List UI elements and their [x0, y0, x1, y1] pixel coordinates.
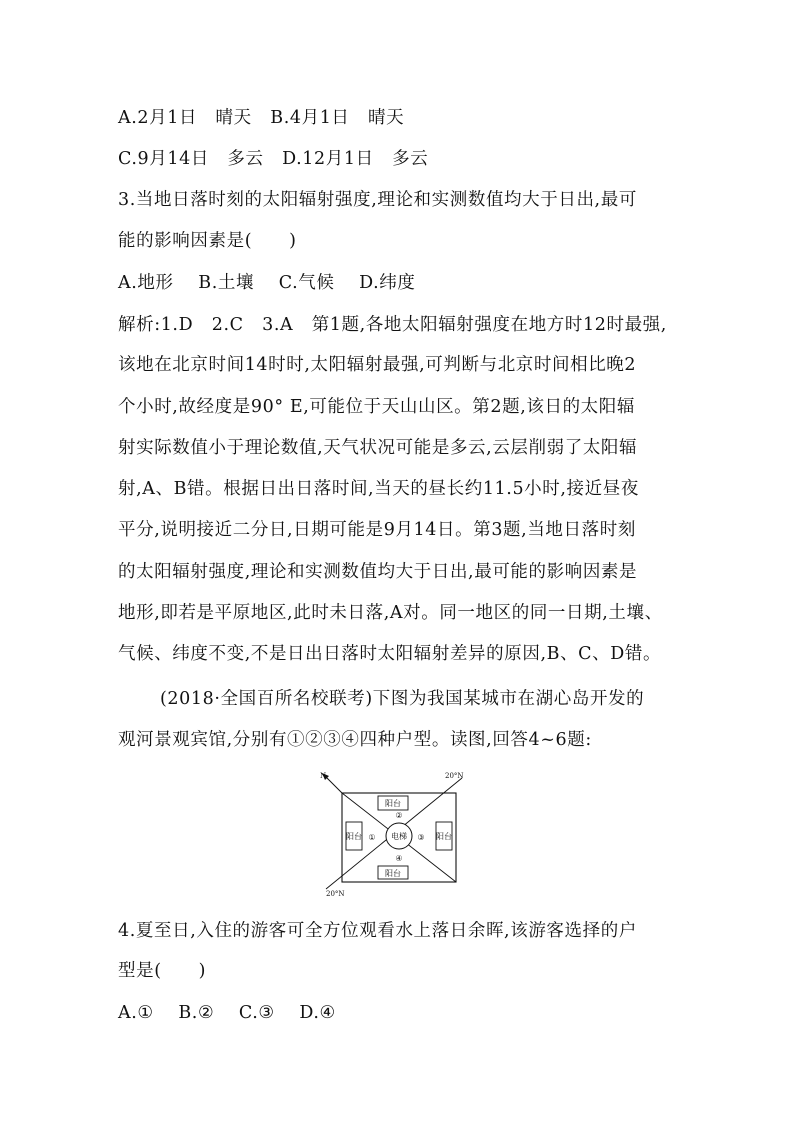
latitude-label-bottom: 20°N [326, 890, 345, 898]
floor-plan-diagram [320, 768, 468, 898]
unit-1-label: ① [368, 833, 376, 842]
analysis-line-5: 射,A、B错。根据日出日落时间,当天的昼长约11.5小时,接近昼夜 [118, 479, 639, 499]
north-label: N [320, 772, 327, 780]
question-4-line-1: 4.夏至日,入住的游客可全方位观看水上落日余晖,该游客选择的户 [118, 921, 637, 941]
unit-3-label: ③ [417, 833, 425, 842]
option-line-q2-cd: C.9月14日 多云 D.12月1日 多云 [118, 149, 429, 169]
option-line-q3: A.地形 B.土壤 C.气候 D.纬度 [118, 273, 416, 293]
analysis-line-7: 的太阳辐射强度,理论和实测数值均大于日出,最可能的影响因素是 [118, 562, 638, 582]
analysis-line-1: 解析:1.D 2.C 3.A 第1题,各地太阳辐射强度在地方时12时最强, [118, 315, 667, 335]
material-intro-line-1: (2018·全国百所名校联考)下图为我国某城市在湖心岛开发的 [160, 689, 645, 709]
analysis-line-2: 该地在北京时间14时时,太阳辐射最强,可判断与北京时间相比晚2 [118, 355, 637, 375]
elevator-label: 电梯 [391, 832, 407, 841]
question-3-line-1: 3.当地日落时刻的太阳辐射强度,理论和实测数值均大于日出,最可 [118, 190, 637, 210]
balcony-top-label: 阳台 [385, 799, 401, 808]
question-4-line-2: 型是( ) [118, 961, 207, 981]
balcony-bottom-label: 阳台 [385, 869, 401, 878]
option-line-q4: A.① B.② C.③ D.④ [118, 1003, 336, 1023]
analysis-line-6: 平分,说明接近二分日,日期可能是9月14日。第3题,当地日落时刻 [118, 520, 636, 540]
option-line-q2-ab: A.2月1日 晴天 B.4月1日 晴天 [118, 108, 405, 128]
analysis-line-9: 气候、纬度不变,不是日出日落时太阳辐射差异的原因,B、C、D错。 [118, 644, 662, 664]
balcony-right-label: 阳台 [436, 832, 452, 841]
latitude-label-top: 20°N [445, 772, 464, 780]
analysis-line-4: 射实际数值小于理论数值,天气状况可能是多云,云层削弱了太阳辐 [118, 438, 638, 458]
hotel-floor-plan-figure [320, 768, 468, 898]
unit-4-label: ④ [395, 854, 403, 863]
question-3-line-2: 能的影响因素是( ) [118, 231, 297, 251]
analysis-line-8: 地形,即若是平原地区,此时未日落,A对。同一地区的同一日期,土壤、 [118, 603, 663, 623]
balcony-left-label: 阳台 [346, 832, 362, 841]
unit-2-label: ② [395, 811, 403, 820]
analysis-line-3: 个小时,故经度是90° E,可能位于天山山区。第2题,该日的太阳辐 [118, 397, 635, 417]
material-intro-line-2: 观河景观宾馆,分别有①②③④四种户型。读图,回答4~6题: [118, 730, 592, 750]
